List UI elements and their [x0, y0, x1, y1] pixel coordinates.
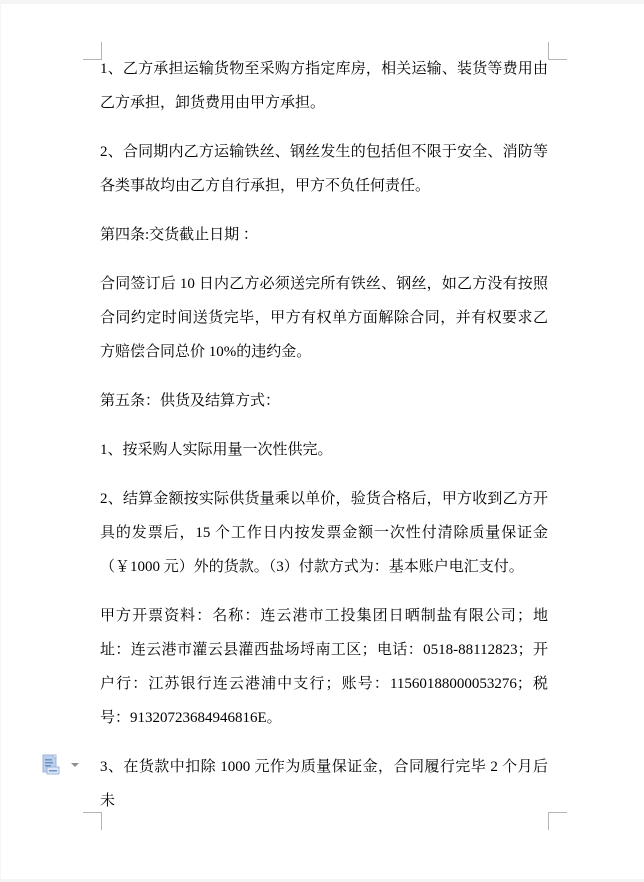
paragraph-settlement[interactable]: 2、结算金额按实际供货量乘以单价，验货合格后，甲方收到乙方开具的发票后，15 个工作日内按发票金额一次性付清除质量保证金（￥1000 元）外的货款。（3）付款方式为：基本账户电汇支付。	[100, 491, 548, 575]
margin-crop-mark-bottom-right	[548, 812, 567, 830]
paragraph-quality-deposit[interactable]: 3、在货款中扣除 1000 元作为质量保证金，合同履行完毕 2 个月后未	[100, 759, 548, 809]
paragraph-article5-heading[interactable]: 第五条：供货及结算方式：	[100, 393, 281, 409]
paragraph-article4-heading[interactable]: 第四条:交货截止日期 ：	[100, 227, 258, 243]
paragraph-delivery-deadline[interactable]: 合同签订后 10 日内乙方必须送完所有铁丝、钢丝，如乙方没有按照合同约定时间送货完毕，甲方有权单方面解除合同，并有权要求乙方赔偿合同总价 10%的违约金。	[100, 276, 548, 360]
document-body[interactable]	[100, 52, 548, 818]
paste-clipboard-icon	[42, 754, 61, 781]
paragraph-supply-once[interactable]: 1、按采购人实际用量一次性供完。	[100, 442, 333, 458]
paste-options-button[interactable]	[42, 752, 82, 778]
paragraph-invoice-info[interactable]: 甲方开票资料：名称：连云港市工投集团日晒制盐有限公司；地址：连云港市灌云县灌西盐场埒南工区；电话：0518-88112823；开户行：江苏银行连云港浦中支行；账号：11560188000053276；税号：91320723684946816E。	[100, 608, 548, 726]
margin-crop-mark-top-right	[548, 42, 567, 60]
chevron-down-icon	[71, 763, 79, 767]
paragraph-accident-liability[interactable]: 2、合同期内乙方运输铁丝、钢丝发生的包括但不限于安全、消防等各类事故均由乙方自行承担，甲方不负任何责任。	[100, 144, 548, 194]
paragraph-transport-cost[interactable]: 1、乙方承担运输货物至采购方指定库房，相关运输、装货等费用由乙方承担，卸货费用由甲方承担。	[100, 61, 548, 111]
